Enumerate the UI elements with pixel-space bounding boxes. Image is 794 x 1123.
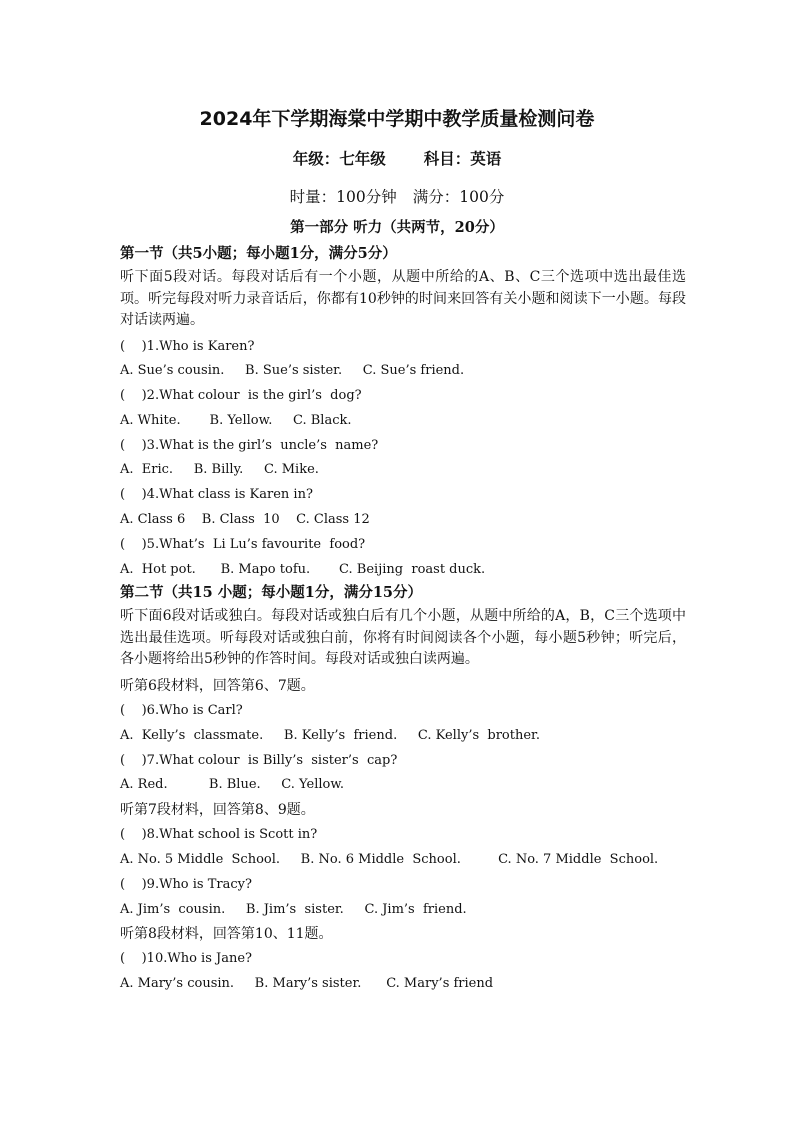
- question-line: ( )9.Who is Tracy?: [120, 876, 252, 892]
- section1-instructions: 听下面5段对话。每段对话后有一个小题，从题中所给的A、B、C三个选项中选出最佳选项。听完每段对听力录音话后，你都有10秒钟的时间来回答有关小题和阅读下一小题。每段对话读两遍。: [120, 269, 686, 328]
- subject-label: 科目：英语: [423, 149, 502, 168]
- section2-questions: [120, 674, 686, 997]
- material-instruction: 听第7段材料，回答第8、9题。: [120, 802, 315, 819]
- question-line: ( )7.What colour is Billy’s sister’s cap?: [120, 752, 398, 768]
- grade-subject-line: [0, 147, 794, 169]
- section1-questions: [120, 335, 686, 583]
- question-line: ( )6.Who is Carl?: [120, 702, 243, 718]
- section2-heading: 第二节（共15 小题；每小题1分，满分15分）: [120, 584, 422, 602]
- options-line: A. White. B. Yellow. C. Black.: [120, 412, 352, 428]
- question-line: ( )8.What school is Scott in?: [120, 827, 318, 843]
- score-label: 满分：100分: [412, 188, 505, 206]
- time-score-line: [0, 185, 794, 207]
- part-title: 第一部分 听力（共两节，20分）: [290, 219, 504, 236]
- options-line: A. Eric. B. Billy. C. Mike.: [120, 462, 319, 478]
- question-line: ( )1.Who is Karen?: [120, 338, 255, 354]
- question-line: ( )2.What colour is the girl’s dog?: [120, 388, 362, 404]
- options-line: A. Sue’s cousin. B. Sue’s sister. C. Sue’s friend.: [120, 363, 465, 379]
- exam-content: [120, 244, 686, 997]
- question-line: A. Jim’s cousin. B. Jim’s sister. C. Jim’s friend.: [120, 901, 467, 917]
- material-instruction: 听第6段材料，回答第6、7题。: [120, 677, 315, 694]
- material-instruction: 听第8段材料，回答第10、11题。: [120, 926, 333, 943]
- section2-instructions: 听下面6段对话或独白。每段对话或独白后有几个小题，从题中所给的A，B，C三个选项中选出最佳选项。听每段对话或独白前，你将有时间阅读各个小题，每小题5秒钟；听完后，各小题将给出5秒钟的作答时间。每段对话或独白读两遍。: [120, 608, 686, 668]
- options-line: A. Hot pot. B. Mapo tofu. C. Beijing roast duck.: [120, 561, 486, 577]
- question-line: A. Red. B. Blue. C. Yellow.: [120, 777, 345, 793]
- time-label: 时量：100分钟: [289, 188, 397, 206]
- options-line: A. Class 6 B. Class 10 C. Class 12: [120, 512, 370, 528]
- question-line: ( )10.Who is Jane?: [120, 951, 252, 967]
- question-line: A. Mary’s cousin. B. Mary’s sister. C. Mary’s friend: [120, 976, 494, 992]
- question-line: A. No. 5 Middle School. B. No. 6 Middle School. C. No. 7 Middle School.: [120, 851, 659, 867]
- question-line: ( )4.What class is Karen in?: [120, 487, 313, 503]
- question-line: ( )3.What is the girl’s uncle’s name?: [120, 437, 379, 453]
- question-line: A. Kelly’s classmate. B. Kelly’s friend. C. Kelly’s brother.: [120, 727, 540, 743]
- section1-heading: 第一节（共5小题；每小题1分，满分5分）: [120, 245, 397, 262]
- grade-label: 年级：七年级: [292, 149, 386, 168]
- question-line: ( )5.What’s Li Lu’s favourite food?: [120, 536, 366, 552]
- page-title: 2024年下学期海棠中学期中教学质量检测问卷: [199, 108, 595, 130]
